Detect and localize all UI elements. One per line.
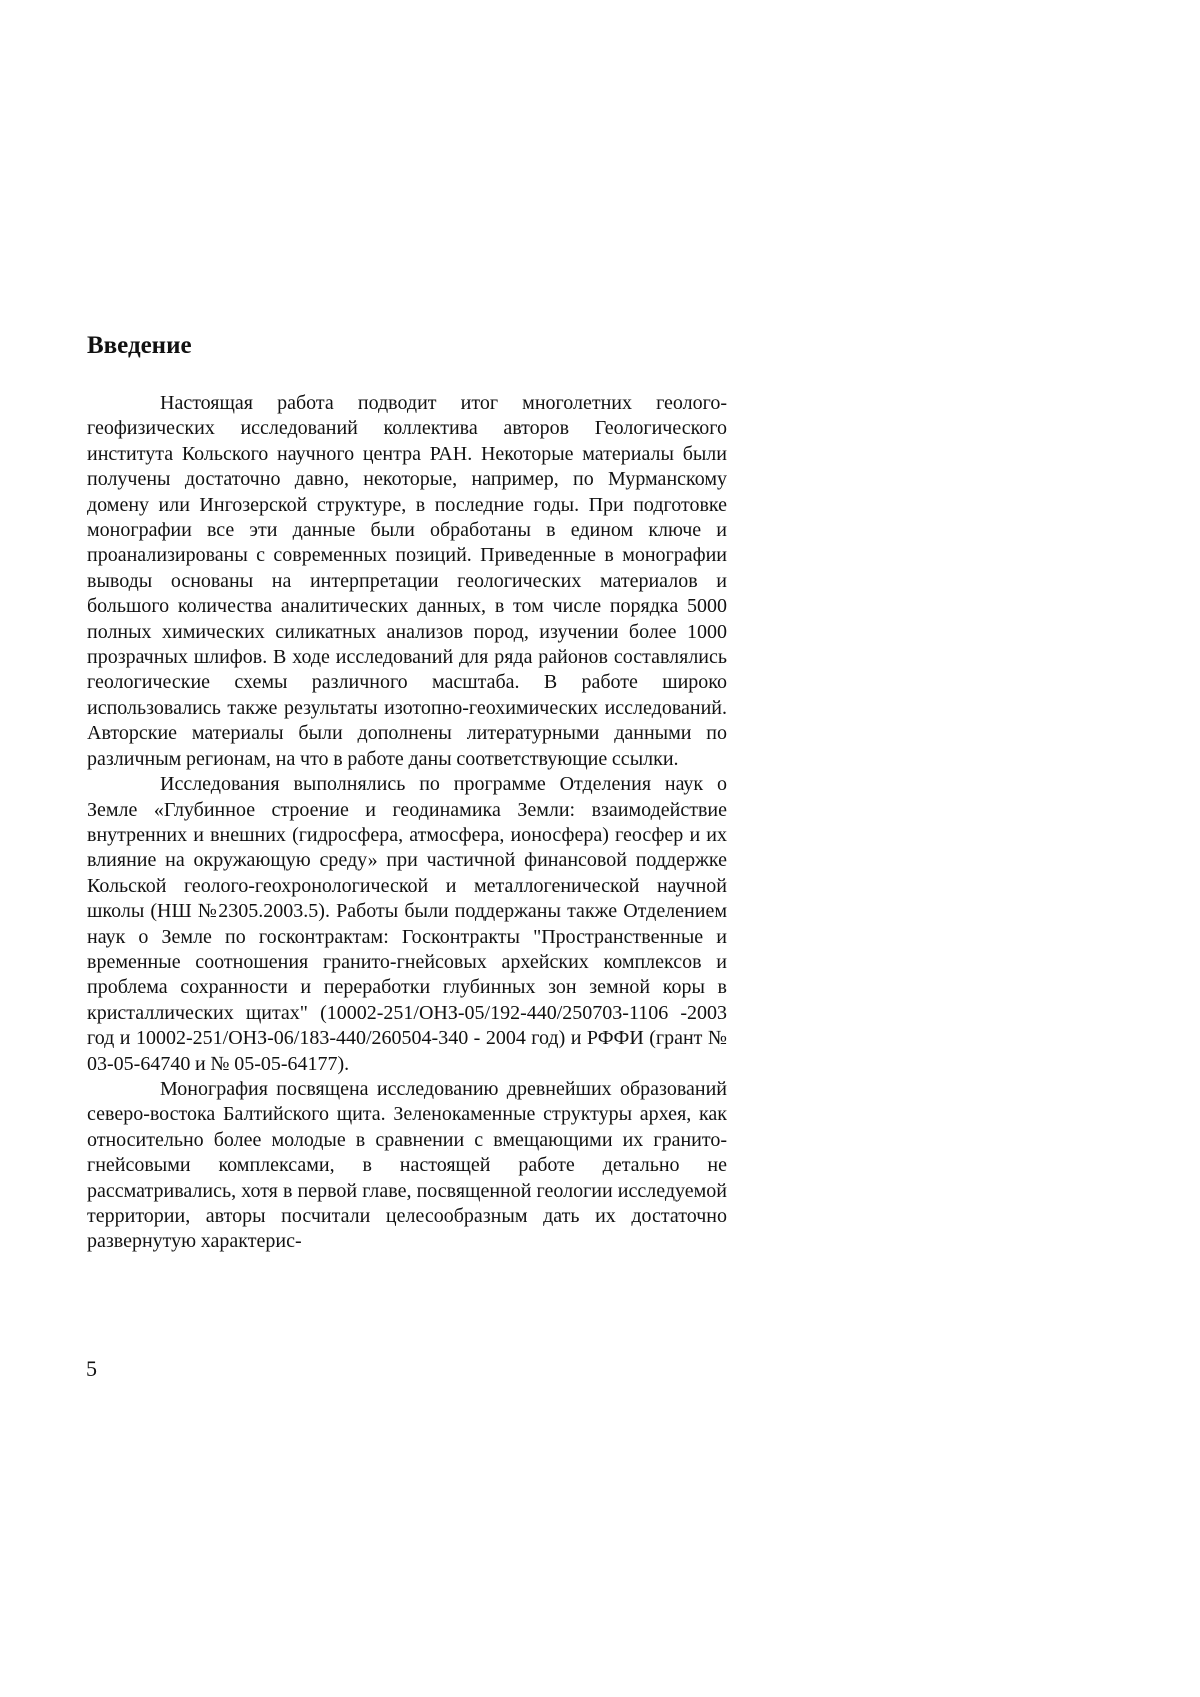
paragraph: Монография посвящена исследованию древнейших образований северо-востока Балтийского щита. Зеленокаменные структуры архея, как относительно более молодые в сравнении с вмещающими их гранито-гнейсовыми комплексами, в настоящей работе детально не рассматривались, хотя в первой главе, посвященной геологии исследуемой территории, авторы посчитали целесообразным дать их достаточно развернутую характерис- <box>87 1077 727 1255</box>
paragraph: Исследования выполнялись по программе Отделения наук о Земле «Глубинное строение и геодинамика Земли: взаимодействие внутренних и внешних (гидросфера, атмосфера, ионосфера) геосфер и их влияние на окружающую среду» при частичной финансовой поддержке Кольской геолого-геохронологической и металлогенической научной школы (НШ №2305.2003.5). Работы были поддержаны также Отделением наук о Земле по госконтрактам: Госконтракты "Пространственные и временные соотношения гранито-гнейсовых архейских комплексов и проблема сохранности и переработки глубинных зон земной коры в кристаллических щитах" (10002-251/ОНЗ-05/192-440/250703-1106 -2003 год и 10002-251/ОНЗ-06/183-440/260504-340 - 2004 год) и РФФИ (грант № 03-05-64740 и № 05-05-64177). <box>87 772 727 1077</box>
page-number: 5 <box>86 1355 97 1383</box>
section-heading: Введение <box>87 330 192 362</box>
document-page <box>0 0 1200 1697</box>
paragraph: Настоящая работа подводит итог многолетних геолого-геофизических исследований коллектива авторов Геологического института Кольского научного центра РАН. Некоторые материалы были получены достаточно давно, некоторые, например, по Мурманскому домену или Ингозерской структуре, в последние годы. При подготовке монографии все эти данные были обработаны в едином ключе и проанализированы с современных позиций. Приведенные в монографии выводы основаны на интерпретации геологических материалов и большого количества аналитических данных, в том числе порядка 5000 полных химических силикатных анализов пород, изучении более 1000 прозрачных шлифов. В ходе исследований для ряда районов составлялись геологические схемы различного масштаба. В работе широко использовались также результаты изотопно-геохимических исследований. Авторские материалы были дополнены литературными данными по различным регионам, на что в работе даны соответствующие ссылки. <box>87 391 727 772</box>
body-text <box>87 391 727 1255</box>
